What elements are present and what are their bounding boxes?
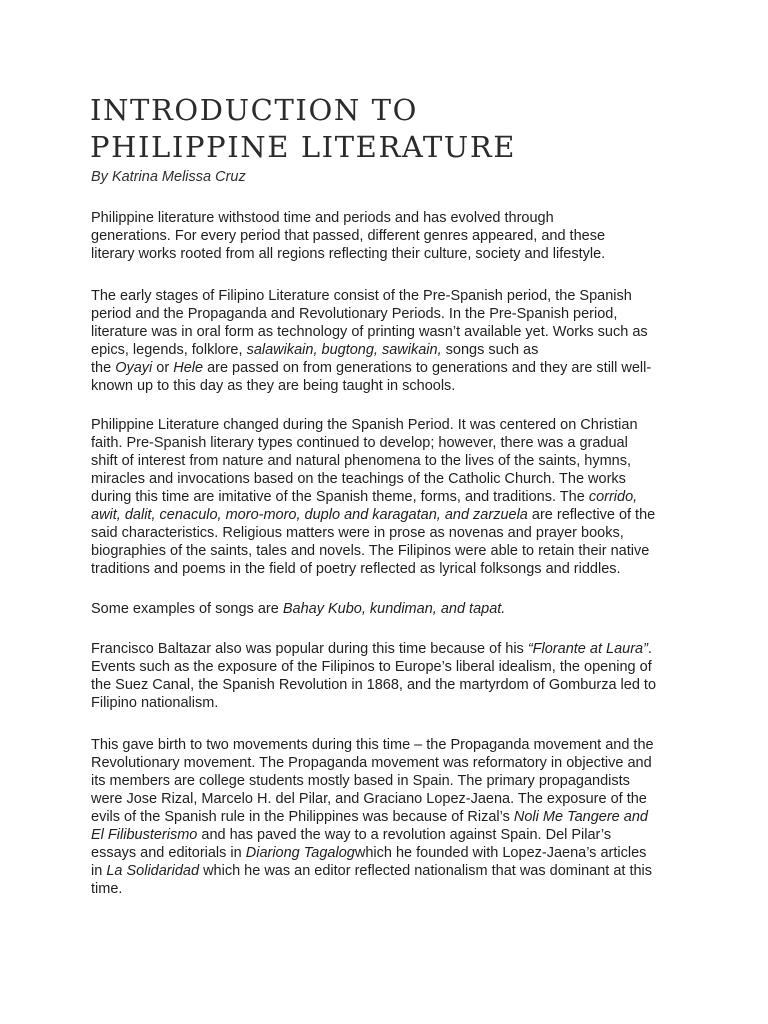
text-run: and has paved the way to a revolution against Spain. Del Pilar’s <box>197 827 612 843</box>
text-line: its members are college students mostly based in Spain. The primary propagandists <box>91 773 630 789</box>
text-line: literature was in oral form as technology of printing wasn’t available yet. Works such as <box>91 324 648 340</box>
title-line-1: INTRODUCTION TO <box>90 93 418 127</box>
italic-work-title: Noli Me Tangere and <box>513 809 648 825</box>
text-run: evils of the Spanish rule in the Philippines was because of Rizal’s <box>91 809 514 825</box>
text-run: . <box>647 641 652 657</box>
text-line: faith. Pre-Spanish literary types continued to develop; however, there was a gradual <box>91 435 628 451</box>
text-run: during this time are imitative of the Spanish theme, forms, and traditions. The <box>91 489 589 505</box>
text-run: songs such as <box>441 342 539 358</box>
text-run: epics, legends, folklore, <box>91 342 247 358</box>
text-line: shift of interest from nature and natural phenomena to the lives of the saints, hymns, <box>91 453 632 469</box>
italic-term-hele: Hele <box>173 360 204 376</box>
italic-terms: corrido, <box>588 489 638 505</box>
italic-term-oyayi: Oyayi <box>115 360 153 376</box>
text-line <box>91 506 691 524</box>
text-run: which he was an editor reflected nationalism that was dominant at this <box>199 863 653 879</box>
text-line: period and the Propaganda and Revolutionary Periods. In the Pre-Spanish period, <box>91 306 618 322</box>
paragraph-early-stages <box>91 287 691 395</box>
paragraph-intro <box>91 209 691 263</box>
paragraph-movements <box>91 736 691 898</box>
text-run: Some examples of songs are <box>91 601 283 617</box>
text-line: This gave birth to two movements during this time – the Propaganda movement and the <box>91 737 654 753</box>
text-line <box>91 640 691 658</box>
text-line: miracles and invocations based on the teachings of the Catholic Church. The works <box>91 471 626 487</box>
text-line: biographies of the saints, tales and novels. The Filipinos were able to retain their native <box>91 543 650 559</box>
text-line: Philippine Literature changed during the Spanish Period. It was centered on Christian <box>91 417 638 433</box>
italic-terms: salawikain, bugtong, sawikain, <box>246 342 442 358</box>
text-line: known up to this day as they are being taught in schools. <box>91 378 456 394</box>
text-line <box>91 341 691 359</box>
text-line: literary works rooted from all regions reflecting their culture, society and lifestyle. <box>91 246 606 262</box>
text-run: are reflective of the <box>527 507 656 523</box>
text-run: or <box>152 360 174 376</box>
text-line: The early stages of Filipino Literature consist of the Pre-Spanish period, the Spanish <box>91 288 632 304</box>
text-line <box>91 488 691 506</box>
italic-publication-title: La Solidaridad <box>106 863 200 879</box>
text-line: Filipino nationalism. <box>91 695 219 711</box>
text-run: in <box>91 863 107 879</box>
paragraph-spanish-period <box>91 416 691 578</box>
title-line-2: PHILIPPINE LITERATURE <box>90 130 517 164</box>
italic-terms: awit, dalit, cenaculo, moro-moro, duplo and karagatan, and zarzuela <box>91 507 528 523</box>
text-line: traditions and poems in the field of poetry reflected as lyrical folksongs and riddles. <box>91 561 621 577</box>
text-run: essays and editorials in <box>91 845 246 861</box>
text-line <box>91 862 691 880</box>
text-line: the Suez Canal, the Spanish Revolution in 1868, and the martyrdom of Gomburza led to <box>91 677 657 693</box>
text-run: the <box>91 360 116 376</box>
text-line <box>91 826 691 844</box>
text-line: Events such as the exposure of the Filipinos to Europe’s liberal idealism, the opening of <box>91 659 652 675</box>
text-line: generations. For every period that passed, different genres appeared, and these <box>91 228 606 244</box>
paragraph-baltazar <box>91 640 691 712</box>
text-line: Revolutionary movement. The Propaganda movement was reformatory in objective and <box>91 755 652 771</box>
text-line <box>91 600 691 618</box>
text-run: which he founded with Lopez-Jaena’s articles <box>354 845 647 861</box>
italic-work-title: El Filibusterismo <box>91 827 198 843</box>
text-line: Philippine literature withstood time and periods and has evolved through <box>91 210 554 226</box>
author-byline: By Katrina Melissa Cruz <box>91 169 246 185</box>
text-line: were Jose Rizal, Marcelo H. del Pilar, and Graciano Lopez-Jaena. The exposure of the <box>91 791 647 807</box>
text-line <box>91 359 691 377</box>
italic-work-title: “Florante at Laura” <box>527 641 648 657</box>
paragraph-song-examples <box>91 600 691 618</box>
page-title <box>90 92 710 166</box>
italic-song-titles: Bahay Kubo, kundiman, and tapat. <box>282 601 506 617</box>
text-line: said characteristics. Religious matters were in prose as novenas and prayer books, <box>91 525 624 541</box>
text-line <box>91 844 691 862</box>
text-run: are passed on from generations to generations and they are still well- <box>203 360 652 376</box>
text-line <box>91 808 691 826</box>
text-run: Francisco Baltazar also was popular during this time because of his <box>91 641 528 657</box>
text-line: time. <box>91 881 123 897</box>
italic-publication-title: Diariong Tagalog <box>245 845 355 861</box>
